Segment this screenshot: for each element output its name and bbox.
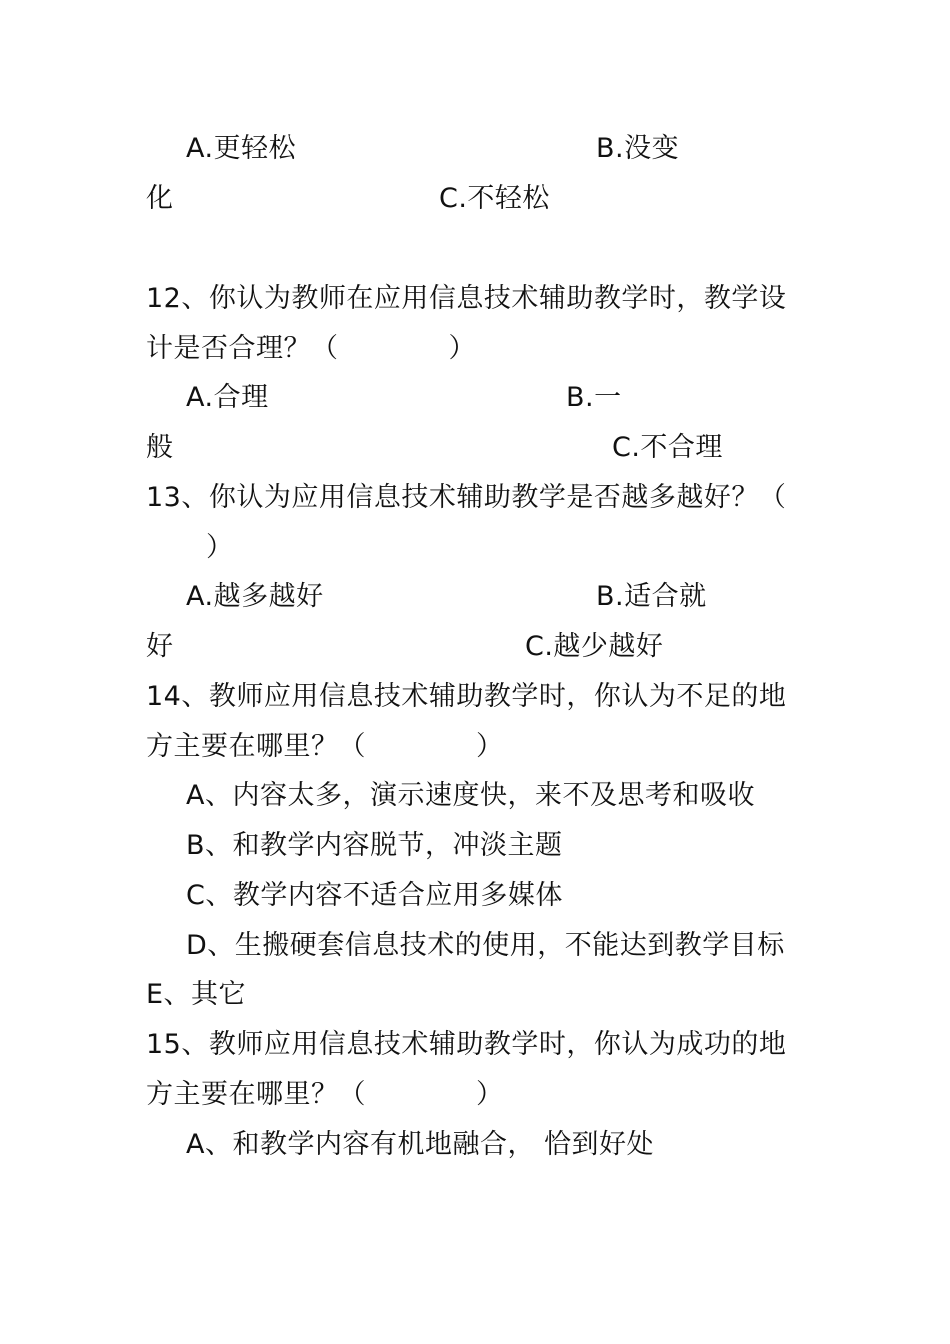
q15-question-line1: 15、教师应用信息技术辅助教学时，你认为成功的地 xyxy=(146,1029,787,1060)
q13-question-line2: ） xyxy=(206,532,234,563)
q11-option-c: C.不轻松 xyxy=(439,183,550,214)
q14-option-d: D、生搬硬套信息技术的使用，不能达到教学目标 xyxy=(186,930,785,961)
q15-question-line2: 方主要在哪里？（ ） xyxy=(146,1079,504,1110)
q12-option-a: A.合理 xyxy=(186,382,269,413)
q13-option-c: C.越少越好 xyxy=(525,631,664,662)
q14-option-e: E、其它 xyxy=(146,979,247,1010)
q12-option-c: C.不合理 xyxy=(612,432,723,463)
q11-option-b: B.没变 xyxy=(596,133,680,164)
q15-option-a: A、和教学内容有机地融合， 恰到好处 xyxy=(186,1129,655,1160)
q13-option-a: A.越多越好 xyxy=(186,581,324,612)
q12-option-b: B.一 xyxy=(566,382,622,413)
q14-option-a: A、内容太多，演示速度快，来不及思考和吸收 xyxy=(186,780,755,811)
q13-question-line1: 13、你认为应用信息技术辅助教学是否越多越好？（ xyxy=(146,482,787,513)
q13-option-b: B.适合就 xyxy=(596,581,707,612)
q11-option-b-continued: 化 xyxy=(146,183,174,214)
q12-option-b-continued: 般 xyxy=(146,432,174,463)
q14-question-line2: 方主要在哪里？（ ） xyxy=(146,731,504,762)
q14-option-c: C、教学内容不适合应用多媒体 xyxy=(186,880,563,911)
q12-question-line1: 12、你认为教师在应用信息技术辅助教学时，教学设 xyxy=(146,283,787,314)
q12-question-line2: 计是否合理？（ ） xyxy=(146,333,476,364)
q14-question-line1: 14、教师应用信息技术辅助教学时，你认为不足的地 xyxy=(146,681,787,712)
q13-option-b-continued: 好 xyxy=(146,631,174,662)
q11-option-a: A.更轻松 xyxy=(186,133,297,164)
q14-option-b: B、和教学内容脱节，冲淡主题 xyxy=(186,830,563,861)
